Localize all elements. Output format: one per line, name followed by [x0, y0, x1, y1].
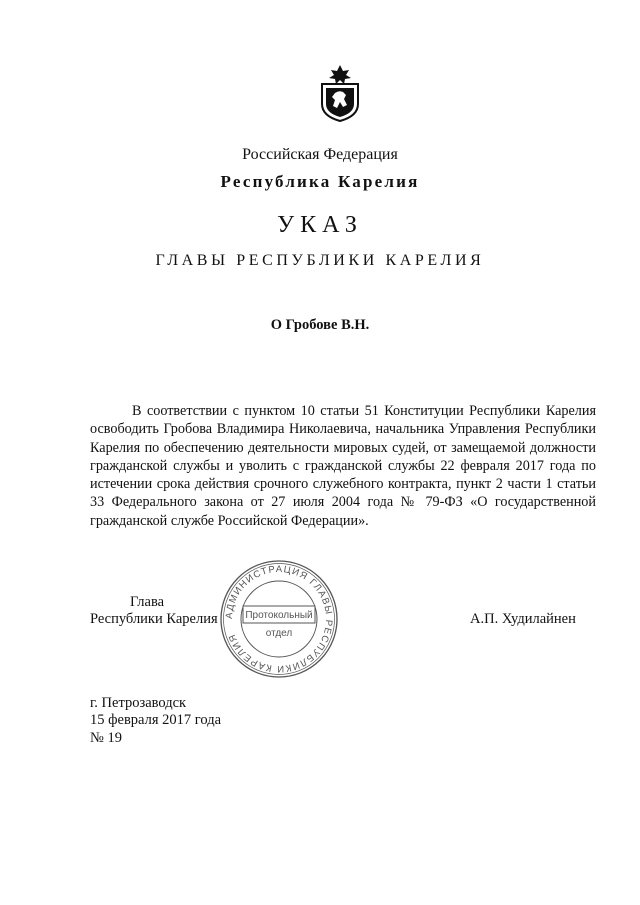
stamp-line-2: отдел: [265, 628, 293, 639]
document-subject: О Гробове В.Н.: [270, 317, 370, 333]
decree-body: [90, 402, 596, 530]
stamp-ring-text: АДМИНИСТРАЦИЯ ГЛАВЫ РЕСПУБЛИКИ КАРЕЛИЯ: [223, 563, 335, 675]
decree-body-text: В соответствии с пунктом 10 статьи 51 Конституции Республики Карелия освободить Гробова Владимира Николаевича, начальника Управления Республики Карелия по обеспечению деятельности мировых судей, от замещаемой должности гражданской службы и уволить с гражданской службы 22 февраля 2017 года по истечении срока действия срочного служебного контракта, пункт 2 части 1 статьи 33 Федерального закона от 27 июля 2004 года № 79-ФЗ «О государственной гражданской службе Российской Федерации».: [90, 403, 596, 529]
signatory-name: А.П. Худилайнен: [470, 611, 576, 627]
republic-name: Республика Карелия: [220, 172, 420, 191]
country-name: Российская Федерация: [242, 146, 398, 163]
coat-of-arms-icon: [318, 64, 362, 122]
stamp-line-1: Протокольный: [245, 610, 313, 621]
document-issuer: ГЛАВЫ РЕСПУБЛИКИ КАРЕЛИЯ: [155, 252, 485, 269]
document-type: УКАЗ: [277, 212, 363, 238]
decree-number: № 19: [90, 730, 122, 746]
issue-date: 15 февраля 2017 года: [90, 712, 222, 728]
signatory-organization: Республики Карелия: [90, 611, 218, 627]
signatory-title: Глава: [130, 594, 165, 610]
issue-place: г. Петрозаводск: [90, 695, 187, 711]
official-stamp: [218, 558, 340, 680]
